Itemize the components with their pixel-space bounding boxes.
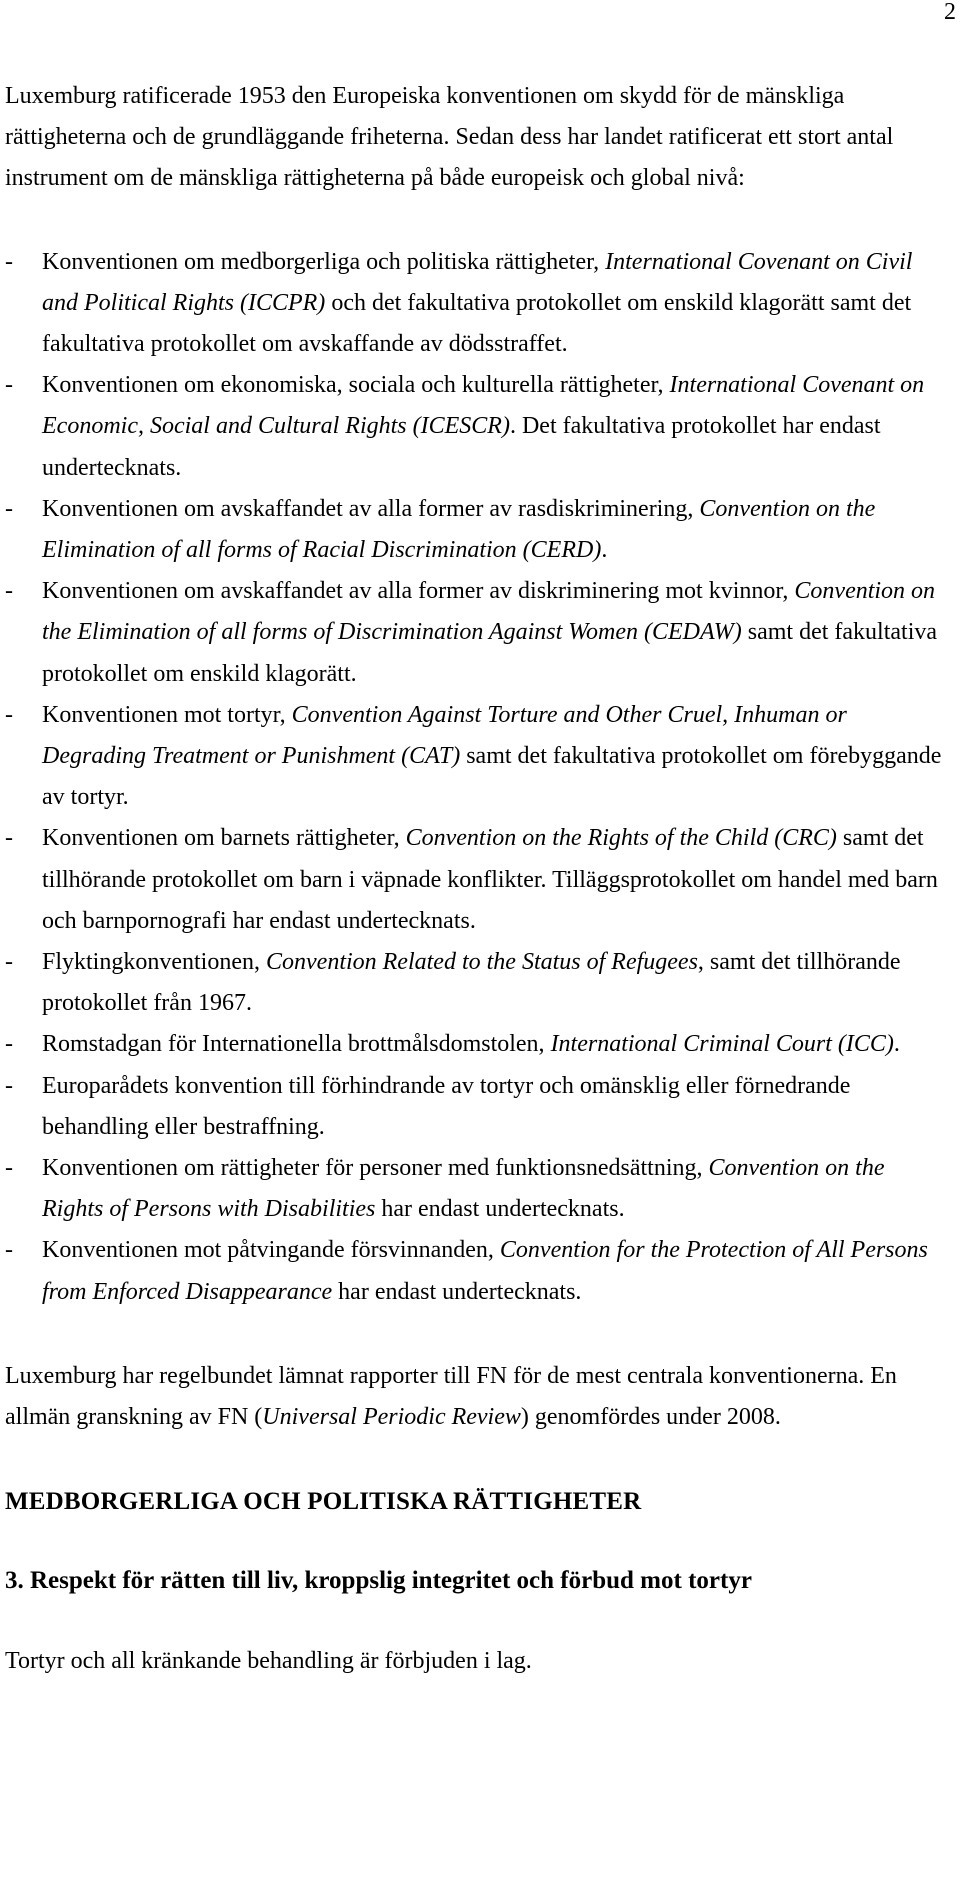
list-item-english-title: Convention for the Protection of All Persons from Enforced Disappearance [42,1237,928,1305]
list-item-text [42,365,950,489]
list-item [5,489,950,571]
list-item [5,242,950,366]
list-item-text-part: samt det tillhörande protokollet om barn i väpnade konflikter. Tilläggsprotokollet om handel med barn och barnpornografi har endast undertecknats. [42,825,938,934]
intro-paragraph: Luxemburg ratificerade 1953 den Europeiska konventionen om skydd för de mänskliga rättigheterna och de grundläggande friheterna. Sedan dess har landet ratificerat ett stort antal instrument om de mänskliga rättigheterna på både europeisk och global nivå: [5,83,894,192]
page-number: 2 [944,0,956,25]
list-item-text [42,242,950,366]
list-item-text [42,1024,950,1065]
list-item-english-title: International Criminal Court (ICC) [550,1031,894,1058]
list-dash: - [5,701,13,728]
list-dash: - [5,825,13,852]
list-dash: - [5,578,13,605]
report-english-title: Universal Periodic Review [262,1404,521,1431]
report-text-part: Luxemburg har regelbundet lämnat rapporter till FN för de mest centrala konventionerna. En allmän granskning av FN ( [5,1362,897,1431]
list-dash: - [5,1072,13,1099]
list-item [5,818,950,942]
list-item-text-part: Konventionen mot tortyr, [42,701,292,728]
list-item-text-part: Konventionen mot påtvingande försvinnanden, [42,1237,500,1264]
list-item-text-part: Konventionen om ekonomiska, sociala och kulturella rättigheter, [42,372,670,399]
list-item-english-title: International Covenant on Civil and Political Rights (ICCPR) [42,248,913,316]
list-item-text-part: samt det fakultativa protokollet om förebyggande av tortyr. [42,743,942,811]
list-item [5,1148,950,1230]
list-item [5,1066,950,1148]
report-paragraph [5,1356,950,1438]
list-item-english-title: Convention on the Elimination of all forms of Racial Discrimination (CERD) [42,495,876,564]
list-item-text [42,818,950,942]
list-item-text-part: . [601,537,608,564]
list-item-english-title: Convention on the Elimination of all forms of Discrimination Against Women (CEDAW) [42,578,936,646]
list-item-english-title: Convention Related to the Status of Refugees [266,949,698,976]
conventions-list [5,242,950,1313]
section-heading: MEDBORGERLIGA OCH POLITISKA RÄTTIGHETER [5,1488,642,1516]
list-dash: - [5,1031,13,1058]
list-item [5,571,950,695]
list-item [5,1024,950,1065]
list-item-text-part: har endast undertecknats. [332,1278,582,1305]
list-item-text-part: Flyktingkonventionen, [42,949,266,976]
list-item-text [42,1230,950,1312]
subsection-heading: 3. Respekt för rätten till liv, kroppslig integritet och förbud mot tortyr [5,1567,752,1595]
list-item-text-part: Konventionen om medborgerliga och politiska rättigheter, [42,248,606,275]
list-item-text-part: . Det fakultativa protokollet har endast undertecknats. [42,413,881,481]
list-item-english-title: Convention Against Torture and Other Cruel, Inhuman or Degrading Treatment or Punishment (CAT) [42,701,847,770]
list-item-text [42,942,950,1024]
list-item-english-title: Convention on the Rights of the Child (CRC) [405,825,837,852]
list-dash: - [5,372,13,399]
list-item-text [42,489,950,571]
list-item-text-part: Konventionen om avskaffandet av alla former av rasdiskriminering, [42,495,700,522]
list-item-text-part: Romstadgan för Internationella brottmålsdomstolen, [42,1031,551,1058]
list-item-text [42,1148,950,1230]
list-dash: - [5,248,13,275]
document-body [5,76,950,1683]
list-item-text-part: har endast undertecknats. [375,1196,625,1223]
list-item-english-title: Convention on the Rights of Persons with Disabilities [42,1155,885,1223]
list-item-text-part: och det fakultativa protokollet om enskild klagorätt samt det fakultativa protokollet om avskaffande av dödsstraffet. [42,289,912,358]
list-item-text [42,571,950,695]
list-item-text-part: Konventionen om avskaffandet av alla former av diskriminering mot kvinnor, [42,578,795,605]
list-item [5,942,950,1024]
list-dash: - [5,495,13,522]
list-item-text-part: Konventionen om barnets rättigheter, [42,825,406,852]
list-item-text-part: Konventionen om rättigheter för personer med funktionsnedsättning, [42,1155,709,1182]
list-item-text-part: . [893,1031,900,1058]
list-item [5,365,950,489]
list-item-text [42,1066,950,1148]
list-item-text-part: , samt det tillhörande protokollet från 1967. [42,949,901,1017]
list-dash: - [5,1155,13,1182]
body-paragraph: Tortyr och all kränkande behandling är förbjuden i lag. [5,1648,532,1675]
list-item-text-part: Europarådets konvention till förhindrande av tortyr och omänsklig eller förnedrande behandling eller bestraffning. [42,1072,851,1140]
list-item-text-part: samt det fakultativa protokollet om enskild klagorätt. [42,619,938,687]
list-item-text [42,695,950,819]
report-text-part: ) genomfördes under 2008. [520,1404,781,1431]
list-item [5,1230,950,1312]
list-dash: - [5,1237,13,1264]
list-dash: - [5,949,13,976]
list-item-english-title: International Covenant on Economic, Social and Cultural Rights (ICESCR) [42,372,925,440]
list-item [5,695,950,819]
